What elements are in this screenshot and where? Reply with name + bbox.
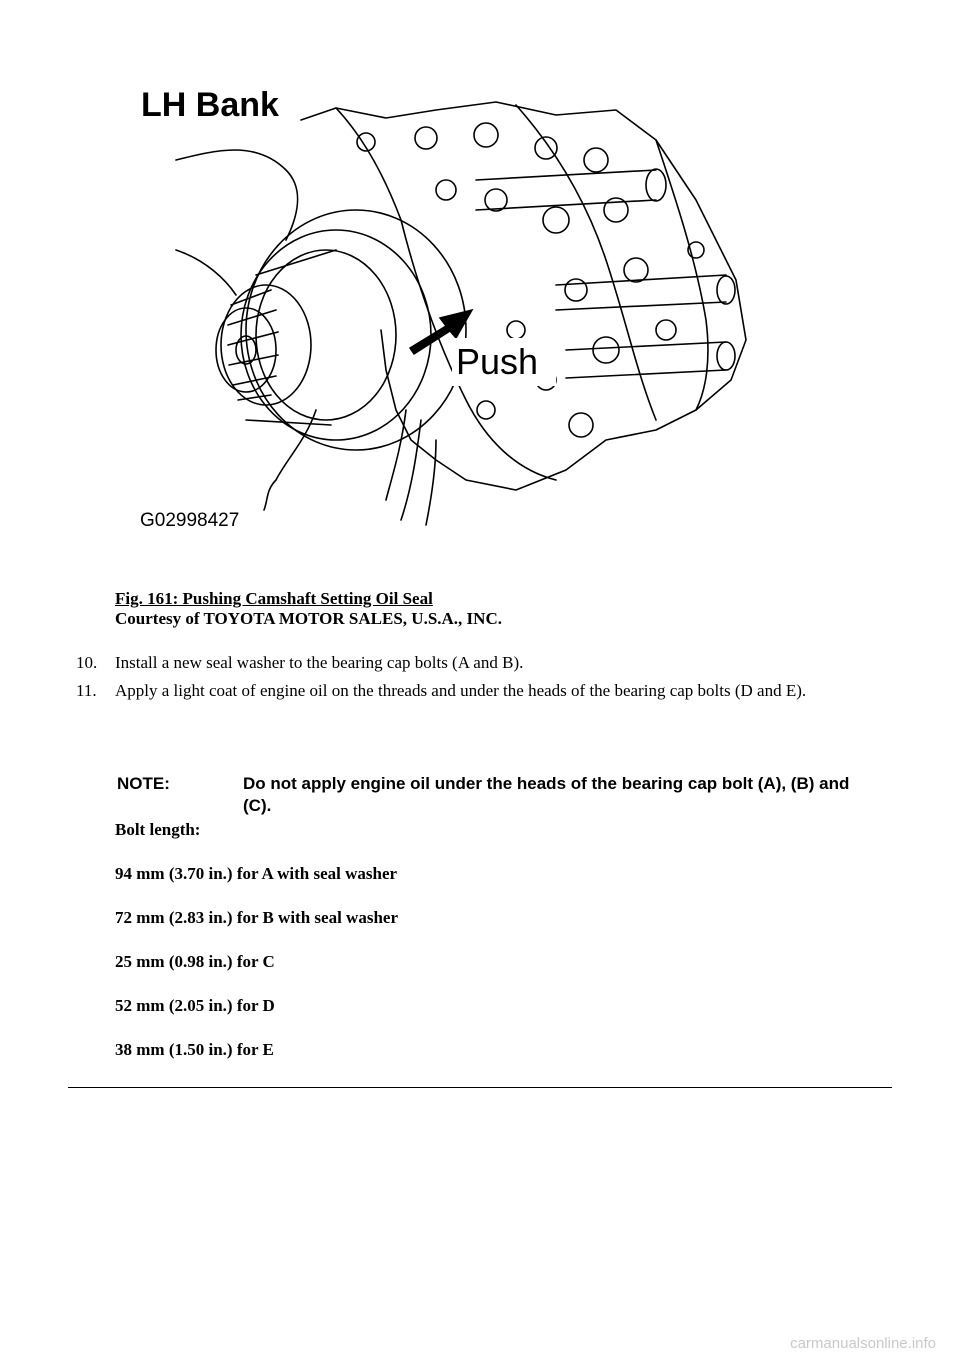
- spec-item: 94 mm (3.70 in.) for A with seal washer: [115, 864, 398, 883]
- spec-item: 72 mm (2.83 in.) for B with seal washer: [115, 908, 398, 927]
- head-outline: [301, 102, 746, 490]
- image-code: G02998427: [140, 510, 240, 530]
- push-label: Push: [456, 341, 539, 382]
- spec-heading: Bolt length:: [115, 820, 201, 839]
- engine-illustration: [136, 80, 776, 530]
- figure-caption: [115, 589, 502, 629]
- spec-item: 38 mm (1.50 in.) for E: [115, 1040, 274, 1059]
- step-item: [76, 652, 876, 673]
- step-text: Install a new seal washer to the bearing cap bolts (A and B).: [115, 653, 524, 672]
- spec-item: 52 mm (2.05 in.) for D: [115, 996, 275, 1015]
- caption-courtesy: Courtesy of TOYOTA MOTOR SALES, U.S.A., INC.: [115, 609, 502, 628]
- procedure-steps: [76, 652, 876, 708]
- note-label: NOTE:: [117, 774, 170, 793]
- note-text: Do not apply engine oil under the heads of the bearing cap bolt (A), (B) and (C).: [243, 774, 850, 815]
- spec-item: 25 mm (0.98 in.) for C: [115, 952, 275, 971]
- watermark: carmanualsonline.info: [790, 1335, 936, 1352]
- step-item: [76, 680, 876, 701]
- bank-label: LH Bank: [141, 86, 279, 124]
- step-number: 11.: [76, 681, 97, 700]
- figure-camshaft-oil-seal: [136, 80, 776, 530]
- section-divider: [68, 1087, 892, 1088]
- caption-title: Fig. 161: Pushing Camshaft Setting Oil Seal: [115, 589, 433, 608]
- step-number: 10.: [76, 653, 98, 672]
- bolt-length-spec: [115, 820, 398, 1084]
- step-text: Apply a light coat of engine oil on the threads and under the heads of the bearing cap bolts (D and E).: [115, 681, 807, 700]
- note-box: [117, 773, 877, 817]
